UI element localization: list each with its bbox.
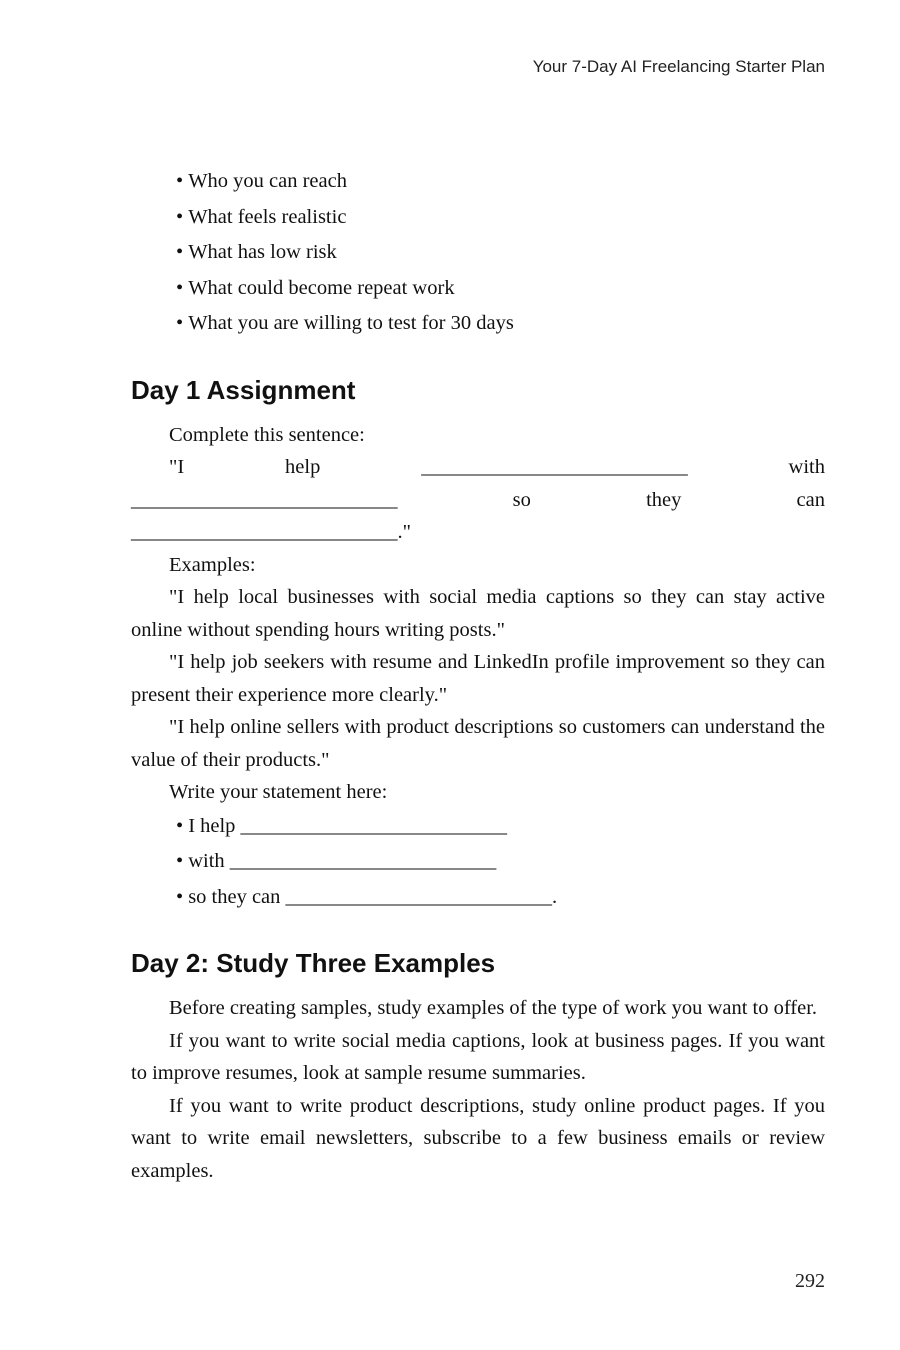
write-statement-label: Write your statement here: bbox=[169, 781, 388, 803]
day1-heading: Day 1 Assignment bbox=[131, 374, 356, 405]
example-paragraph: "I help local businesses with social media captions so they can stay active online without spending hours writing posts." bbox=[131, 586, 825, 641]
page-body bbox=[131, 164, 825, 1187]
sentence-template bbox=[131, 451, 825, 549]
list-item: • I help __________________________ bbox=[131, 809, 825, 845]
list-item: • What could become repeat work bbox=[131, 271, 825, 307]
page-number: 292 bbox=[795, 1270, 825, 1292]
list-item: • What you are willing to test for 30 days bbox=[131, 306, 825, 342]
running-header: Your 7-Day AI Freelancing Starter Plan bbox=[532, 57, 825, 76]
list-item: • What feels realistic bbox=[131, 200, 825, 236]
template-line-2: __________________________ so they can bbox=[131, 488, 825, 511]
example-paragraph: "I help job seekers with resume and LinkedIn profile improvement so they can present their experience more clearly." bbox=[131, 651, 825, 706]
list-item: • What has low risk bbox=[131, 235, 825, 271]
day2-paragraph: If you want to write social media captions, look at business pages. If you want to improve resumes, look at sample resume summaries. bbox=[131, 1029, 825, 1084]
list-item: • Who you can reach bbox=[131, 164, 825, 200]
day2-paragraph: If you want to write product descriptions, study online product pages. If you want to write email newsletters, subscribe to a few business emails or review examples. bbox=[131, 1094, 825, 1182]
examples-label: Examples: bbox=[169, 553, 256, 576]
statement-bullet-list bbox=[131, 809, 825, 916]
intro-bullet-list bbox=[131, 164, 825, 342]
template-line-3: __________________________." bbox=[131, 521, 411, 543]
day2-paragraph: Before creating samples, study examples of the type of work you want to offer. bbox=[169, 997, 818, 1019]
list-item: • with __________________________ bbox=[131, 844, 825, 880]
day1-prompt: Complete this sentence: bbox=[169, 423, 365, 446]
day2-heading: Day 2: Study Three Examples bbox=[131, 948, 496, 978]
example-paragraph: "I help online sellers with product descriptions so customers can understand the value of their products." bbox=[131, 716, 825, 771]
list-item: • so they can __________________________. bbox=[131, 880, 825, 916]
template-line-1: "I help __________________________ with bbox=[169, 456, 825, 478]
